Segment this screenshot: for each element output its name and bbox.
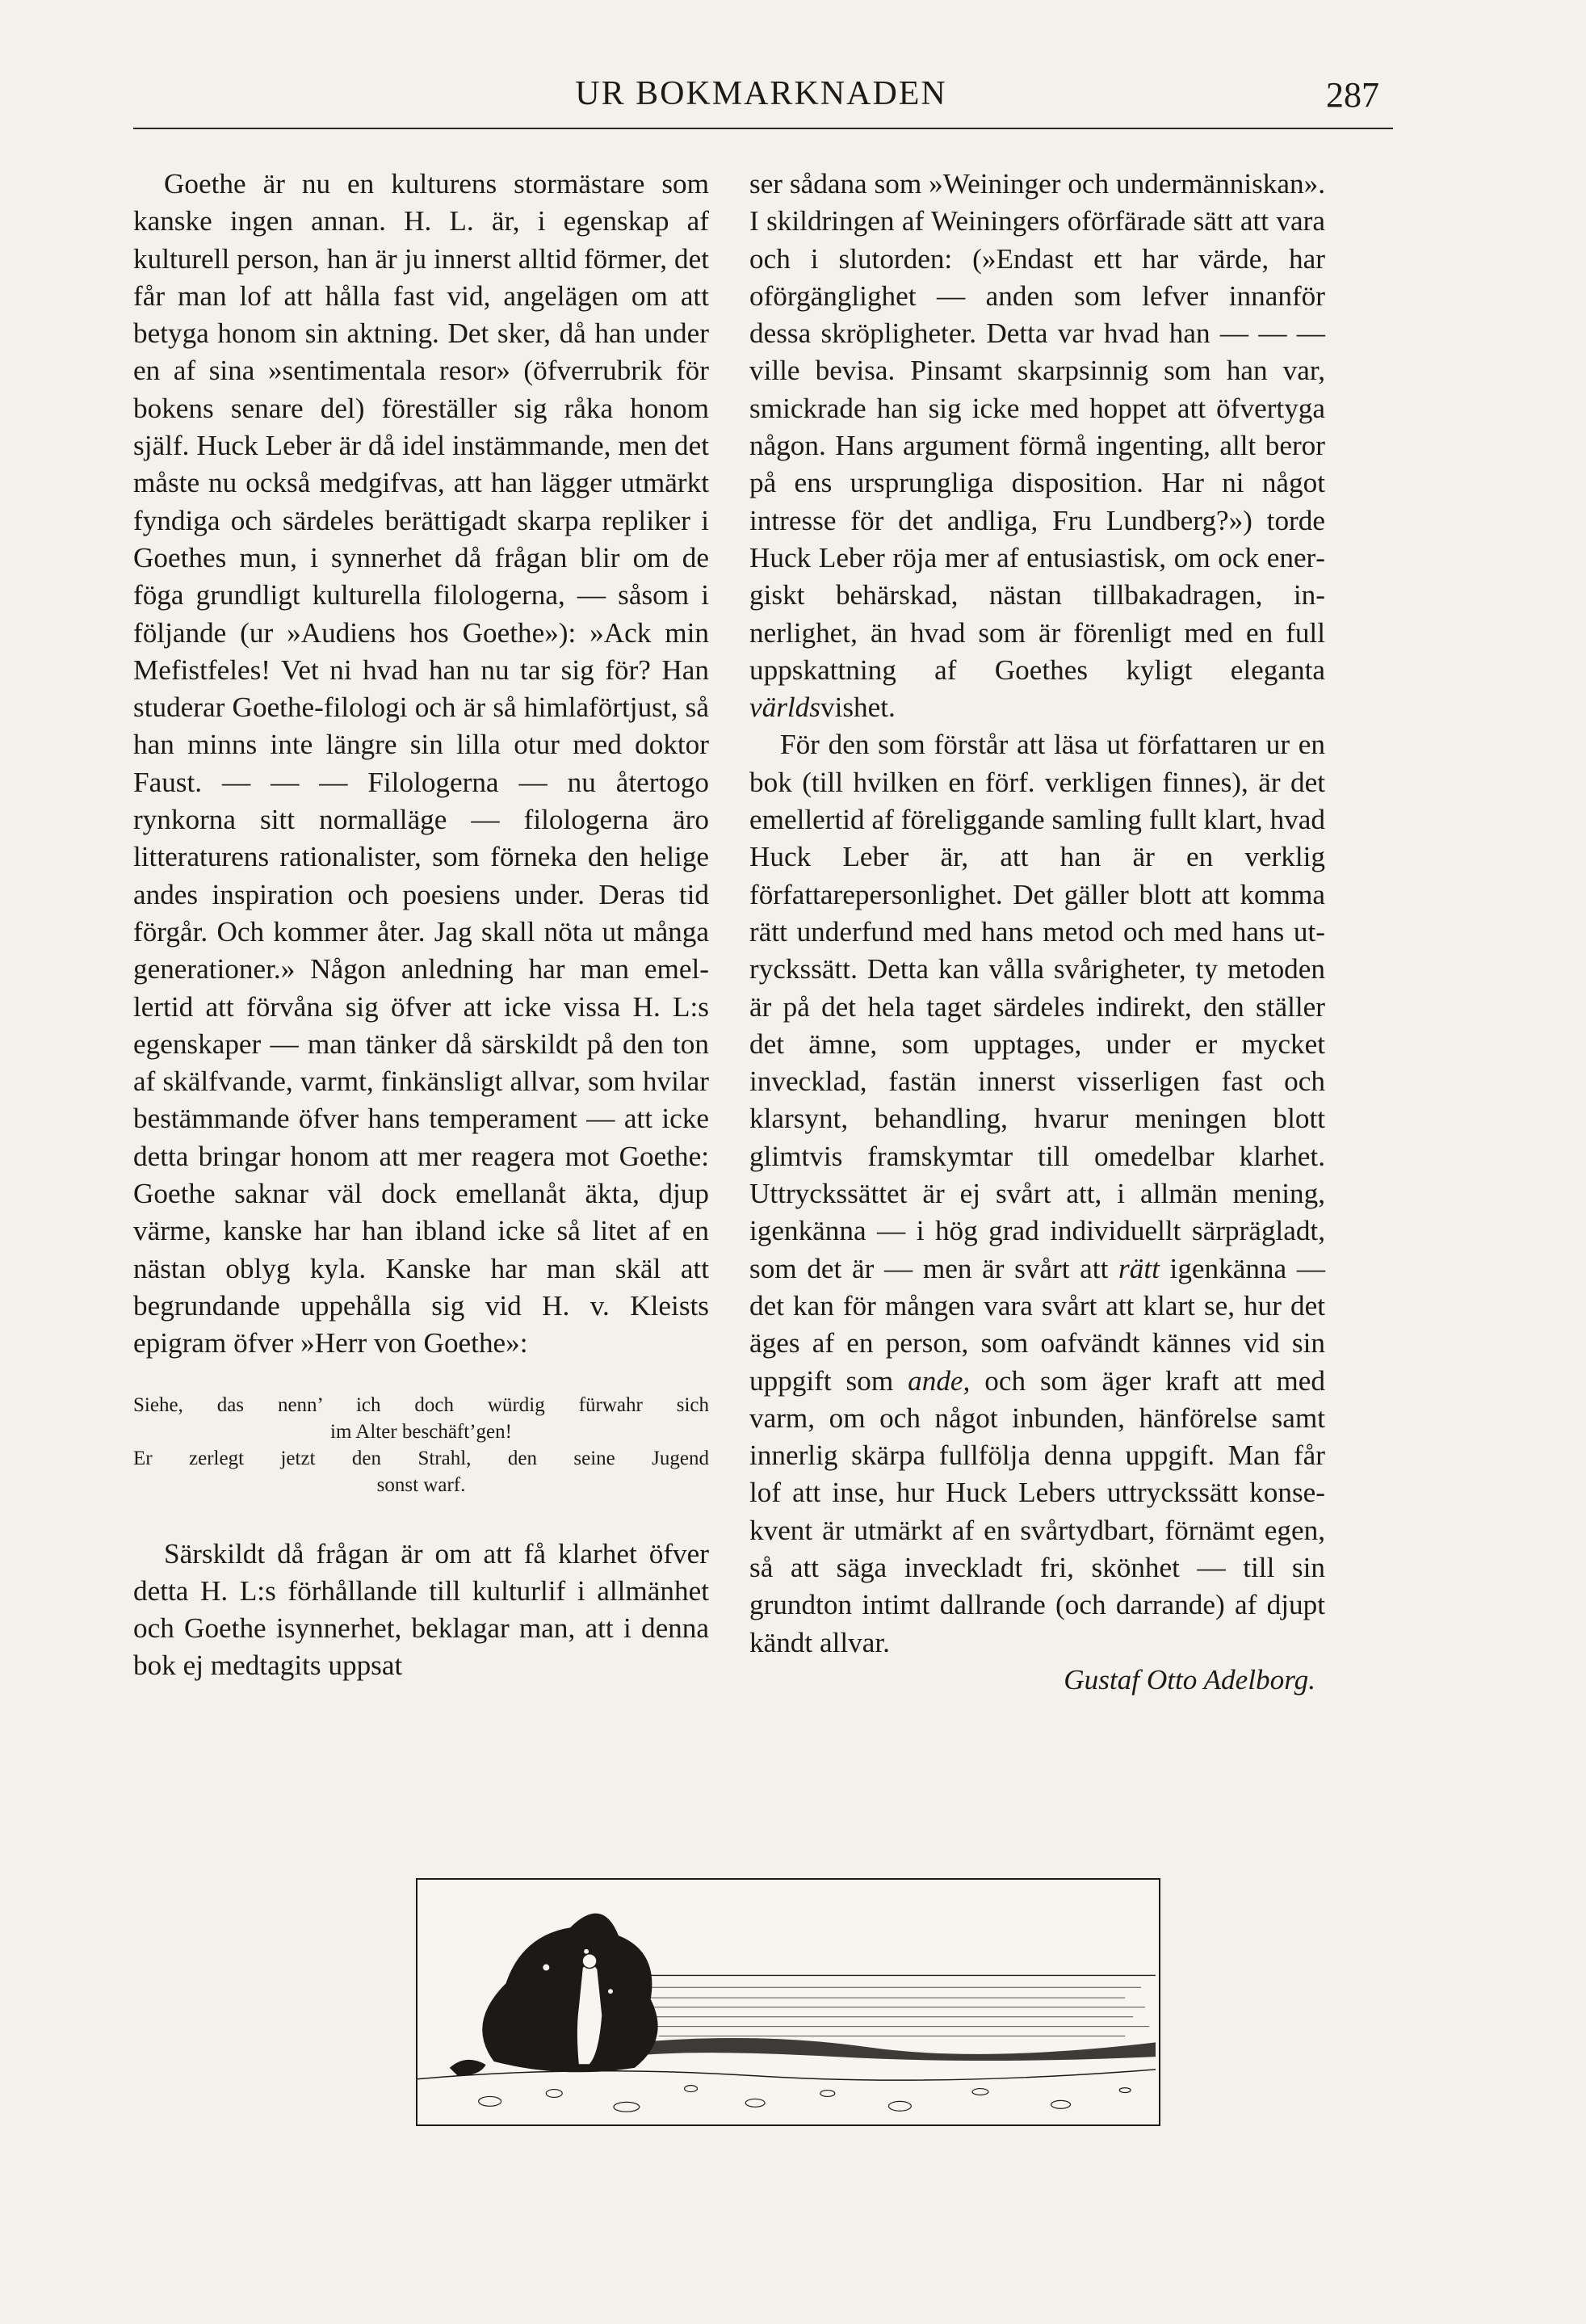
- page-number: 287: [1326, 75, 1379, 115]
- left-paragraph-2: Särskildt då frågan är om att få klarhet öfver detta H. L:s förhållande till kulturlif i allmänhet och Goethe isynnerhet, beklagar man, att i denna bok ej medtagits uppsat: [133, 1537, 709, 1682]
- seashore-vignette-illustration: [416, 1878, 1160, 2126]
- italic-word-ratt: rätt: [1118, 1252, 1160, 1284]
- right-paragraph-2-text-b: igenkänna — det kan för mången vara svårt att klart se, hur det äges af en person, som oafvändt kännes vid sin uppgift som: [749, 1252, 1326, 1397]
- right-column: [749, 166, 1325, 1699]
- running-title: UR BOKMARKNADEN: [575, 75, 947, 112]
- right-paragraph-1: [749, 166, 1325, 726]
- right-paragraph-2: [749, 726, 1325, 1661]
- verse-line-2: im Alter beschäft’gen!: [330, 1420, 512, 1443]
- verse-line-1: Siehe, das nenn’ ich doch würdig fürwahr sich: [133, 1393, 709, 1416]
- left-paragraph-1: Goethe är nu en kulturens stormästare som kanske ingen annan. H. L. är, i egenskap af kulturell person, han är ju innerst alltid förmer, det får man lof att hålla fast vid, angelägen om att betyga honom sin aktning. Det sker, då han under en af sina »sentimentala resor» (öfverrubrik för bokens senare del) föreställer sig råka honom själf. Huck Leber är då idel instämmande, men det måste nu också medgifvas, att han lägger utmärkt fyndiga och särdeles berättigadt skarpa repliker i Goethes mun, i synnerhet då frågan blir om de föga grundligt kulturella filologerna, — såsom i följande (ur »Audiens hos Goethe»): »Ack min Mefistfeles! Vet ni hvad han nu tar sig för? Han studerar Goethe-filologi och är så himlaförtjust, så han minns inte längre sin lilla otur med doktor Faust. — — — Filologerna — nu återtogo rynkorna sitt normalläge — filologerna äro litteraturens rationalister, som förneka den helige andes inspiration och poesiens under. Deras tid förgår. Och kommer åter. Jag skall nöta ut många generationer.» Någon anledning har man emellertid att förvåna sig öfver att icke vissa H. L:s egenskaper — man tänker då särskildt på den ton af skälfvande, varmt, finkänsligt allvar, som hvilar bestämmande öfver hans temperament — att icke detta bringar honom att mer reagera mot Goethe: Goethe saknar väl dock emellanåt äkta, djup värme, kanske har han ibland icke så litet af en nästan oblyg kyla. Kanske har man skäl att begrundande uppehålla sig vid H. v. Kleists epigram öfver »Herr von Goethe»:: [133, 168, 709, 1360]
- right-paragraph-2-text-a: För den som förstår att läsa ut författaren ur en bok (till hvilken en förf. verkligen finnes), är det emellertid af föreliggande samling fullt klart, hvad Huck Leber är, att han är en verklig författarepersonlighet. Det gäller blott att komma rätt underfund med hans metod och med hans utryckssätt. Detta kan vålla svårigheter, ty metoden är på det hela taget särdeles indirekt, den ställer det ämne, som upptages, under er mycket invecklad, fastän innerst visserligen fast och klarsynt, behandling, hvarur meningen blott glimtvis framskymtar till omedelbar klarhet. Uttryckssättet är ej svårt att, i allmän mening, igenkänna — i hög grad individuellt särprägladt, som det är — men är svårt att: [749, 729, 1325, 1284]
- kleist-epigram: [133, 1392, 709, 1498]
- italic-word-ande: ande,: [908, 1364, 971, 1397]
- right-paragraph-2-text-c: och som äger kraft att med varm, om och något inbunden, hänförelse samt innerlig skärpa fullfölja denna uppgift. Man får lof att inse, hur Huck Lebers uttryckssätt konsekvent är utmärkt af en svårtydbart, förnämt egen, så att säga inveckladt fri, skönhet — till sin grundton intimt dallrande (och darrande) af djupt kändt allvar.: [749, 1364, 1326, 1658]
- header-rule: [133, 128, 1393, 129]
- verse-line-3: Er zerlegt jetzt den Strahl, den seine Jugend: [133, 1447, 709, 1469]
- vignette-drawing: [417, 1880, 1159, 2124]
- italic-word-varlds: världs: [749, 691, 820, 724]
- left-column: [133, 166, 709, 1685]
- author-signature: Gustaf Otto Adelborg.: [1064, 1663, 1315, 1696]
- right-paragraph-1-end: vishet.: [820, 691, 896, 724]
- right-paragraph-1-text: ser sådana som »Weininger och undermänniskan». I skildringen af Weiningers oförfärade sätt att vara och i slutorden: (»Endast ett har värde, har oförgänglighet — anden som lefver innanför dessa skröpligheter. Detta var hvad han — — — ville bevisa. Pinsamt skarpsinnig som han var, smickrade han sig icke med hoppet att öfvertyga någon. Hans argument förmå ingenting, allt beror på ens ursprungliga disposition. Har ni något intresse för det andliga, Fru Lundberg?») torde Huck Leber röja mer af entusiastisk, om ock energiskt behärskad, nästan tillbakadragen, innerlighet, än hvad som är förenligt med en full uppskattning af Goethes kyligt eleganta: [749, 168, 1325, 686]
- running-header: [133, 74, 1389, 131]
- verse-line-4: sonst warf.: [376, 1473, 466, 1496]
